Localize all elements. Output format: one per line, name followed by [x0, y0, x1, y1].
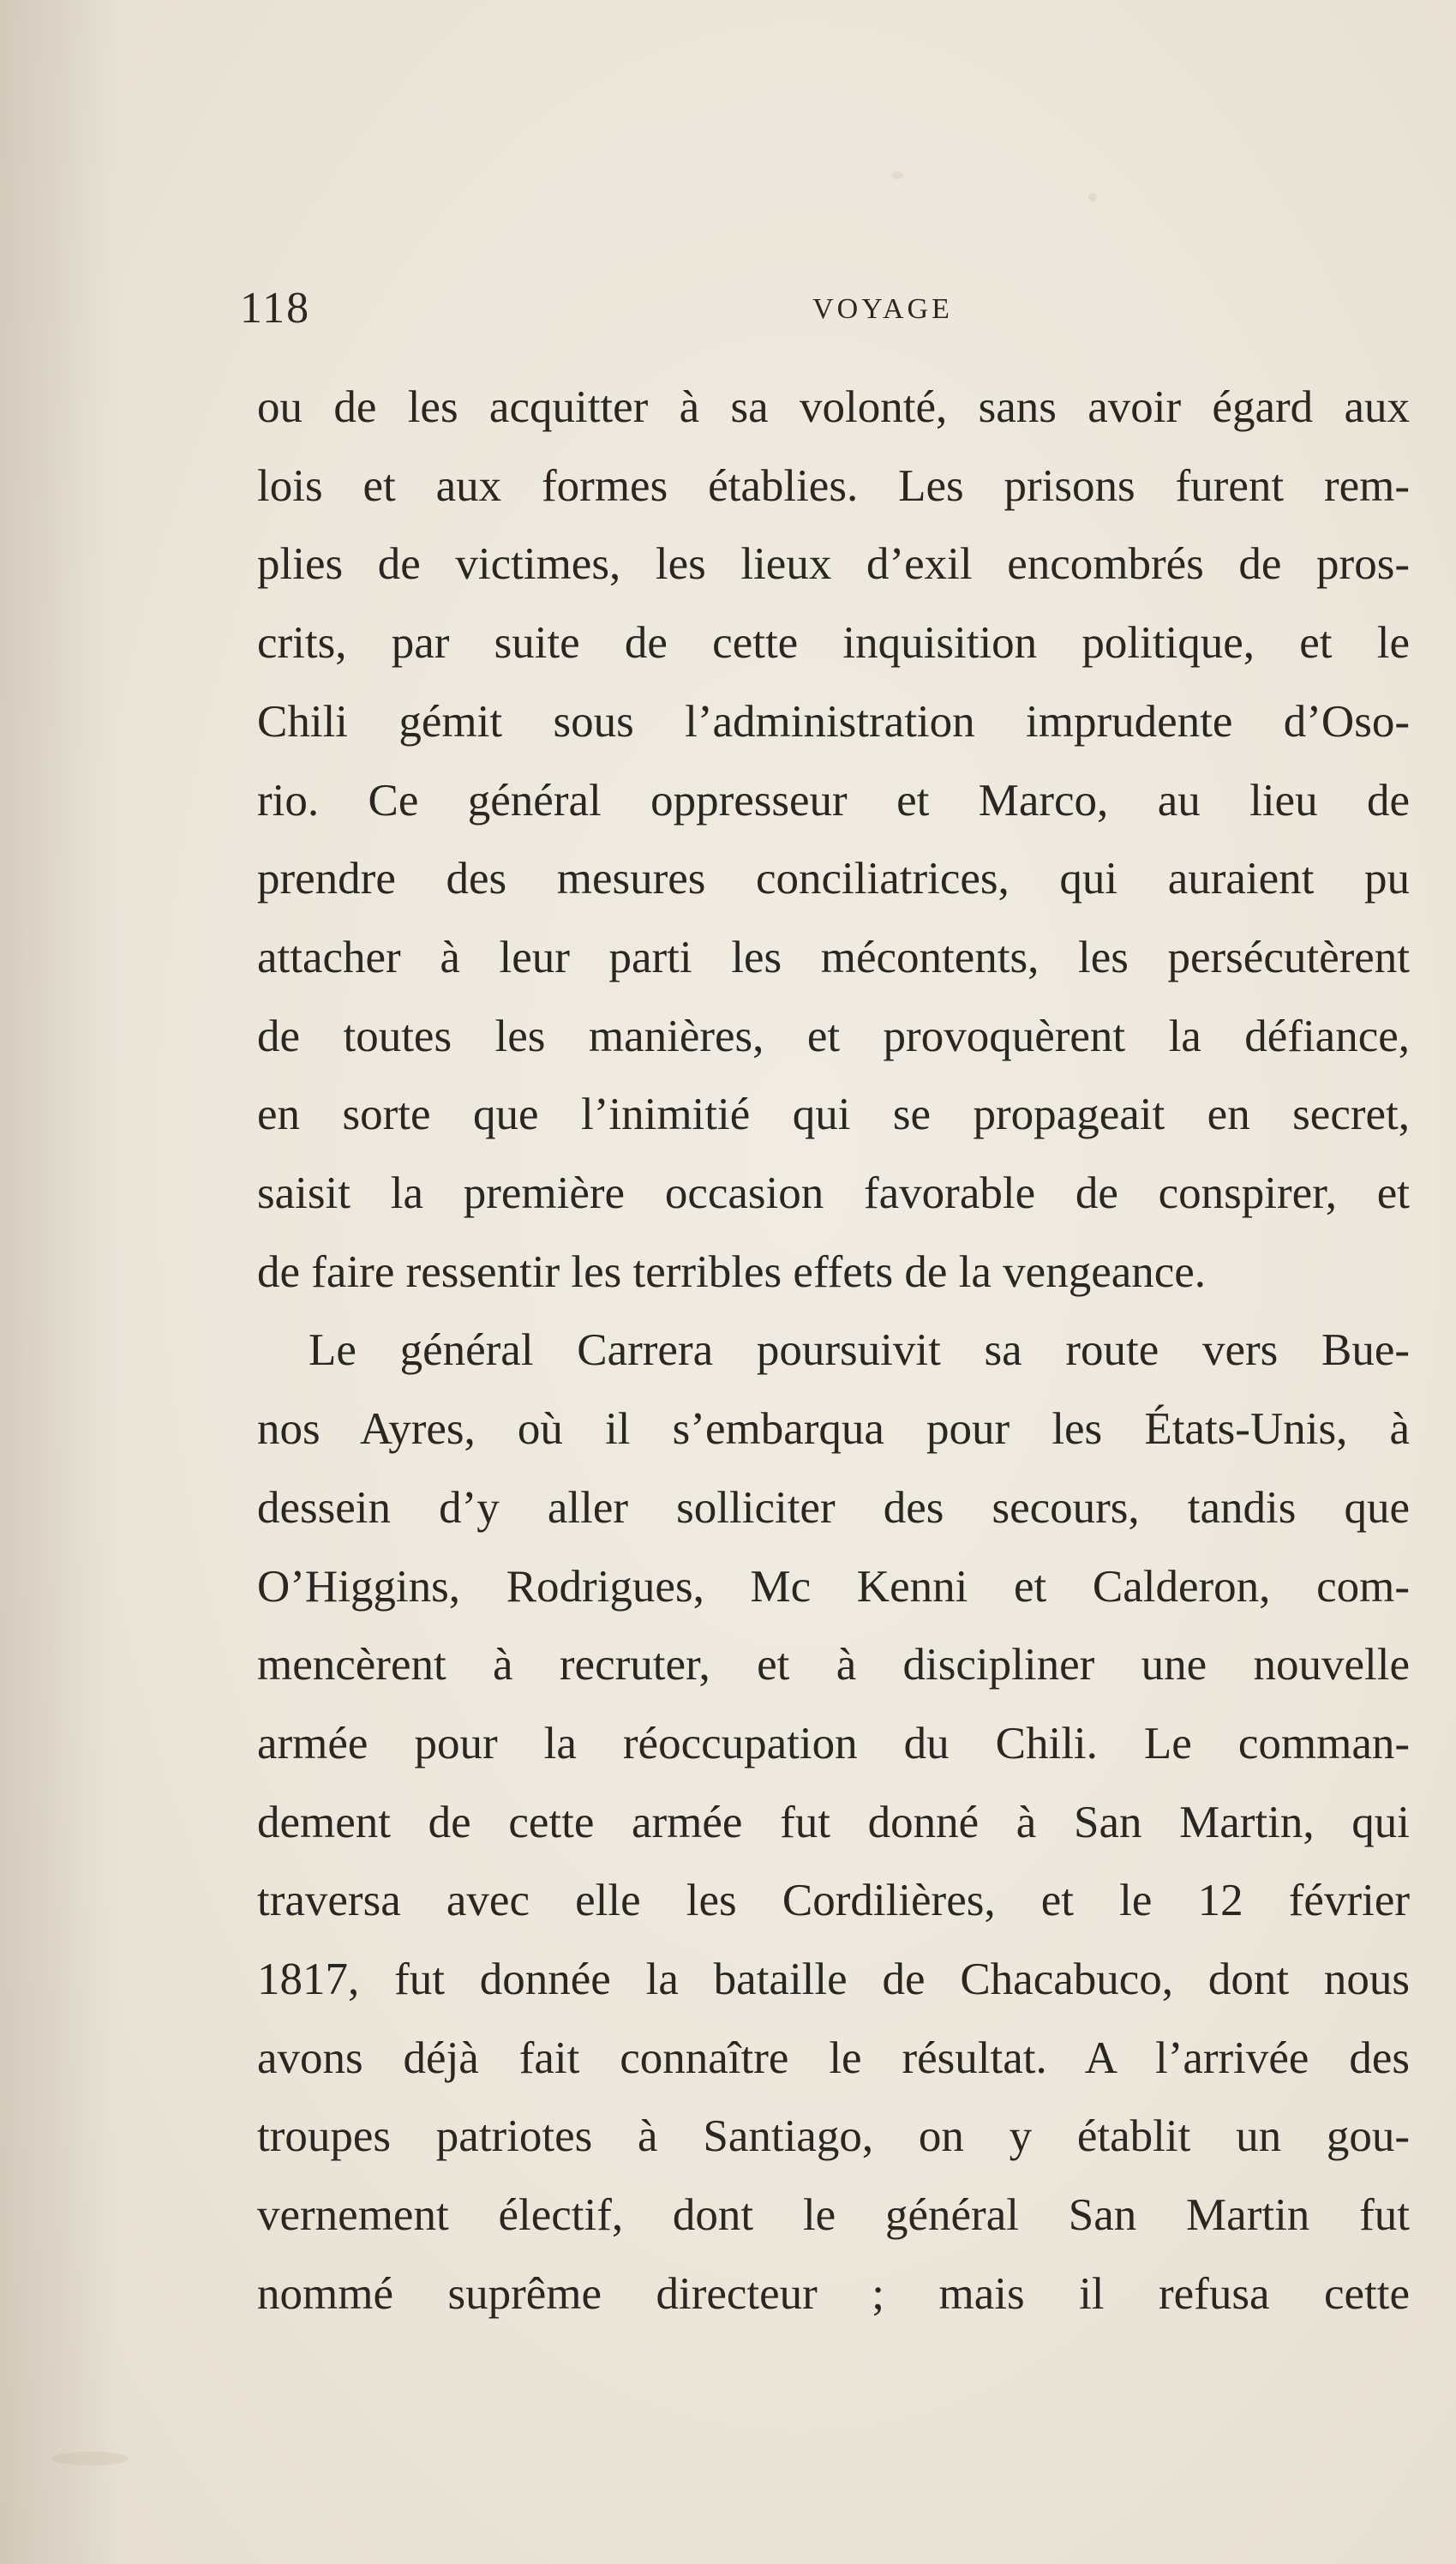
- text-line: attacher à leur parti les mécontents, les persécutèrent: [257, 932, 1410, 982]
- paragraph-end-line: de faire ressentir les terribles effets de la vengeance.: [257, 1246, 1207, 1297]
- binding-shadow: [0, 0, 120, 2564]
- text-line: plies de victimes, les lieux d’exil encombrés de pros-: [257, 539, 1410, 590]
- text-line: en sorte que l’inimitié qui se propageait en secret,: [257, 1090, 1410, 1140]
- running-head: VOYAGE: [812, 293, 953, 325]
- text-line: troupes patriotes à Santiago, on y établit un gou-: [257, 2111, 1410, 2162]
- text-line: rio. Ce général oppresseur et Marco, au lieu de: [257, 775, 1410, 826]
- text-line: lois et aux formes établies. Les prisons furent rem-: [257, 460, 1410, 511]
- text-line: de toutes les manières, et provoquèrent la défiance,: [257, 1011, 1410, 1061]
- text-line: mencèrent à recruter, et à discipliner une nouvelle: [257, 1640, 1410, 1690]
- text-line: vernement électif, dont le général San Martin fut: [257, 2190, 1410, 2241]
- text-line: nommé suprême directeur ; mais il refusa cette: [257, 2268, 1410, 2319]
- text-line: avons déjà fait connaître le résultat. A l’arrivée des: [257, 2033, 1410, 2083]
- paper-stain: [51, 2452, 129, 2465]
- text-line: saisit la première occasion favorable de conspirer, et: [257, 1168, 1410, 1219]
- text-line: dement de cette armée fut donné à San Martin, qui: [257, 1797, 1410, 1847]
- paper-stain: [1088, 193, 1097, 201]
- text-line: dessein d’y aller solliciter des secours, tandis que: [257, 1482, 1410, 1533]
- text-line: prendre des mesures conciliatrices, qui auraient pu: [257, 854, 1410, 904]
- text-line: crits, par suite de cette inquisition politique, et le: [257, 618, 1410, 669]
- body-text: [257, 369, 1410, 2334]
- text-line: O’Higgins, Rodrigues, Mc Kenni et Calderon, com-: [257, 1561, 1410, 1612]
- page-header: [240, 283, 1405, 343]
- paragraph-start-line: Le général Carrera poursuivit sa route vers Bue-: [309, 1325, 1410, 1376]
- text-line: armée pour la réoccupation du Chili. Le comman-: [257, 1718, 1410, 1768]
- paper-stain: [891, 171, 903, 179]
- text-line: 1817, fut donnée la bataille de Chacabuco, dont nous: [257, 1955, 1410, 2005]
- text-line: ou de les acquitter à sa volonté, sans avoir égard aux: [257, 382, 1410, 432]
- page-number: 118: [240, 284, 311, 333]
- text-line: nos Ayres, où il s’embarqua pour les États-Unis, à: [257, 1404, 1410, 1455]
- text-line: traversa avec elle les Cordilières, et le 12 février: [257, 1876, 1410, 1926]
- text-line: Chili gémit sous l’administration imprudente d’Oso-: [257, 696, 1410, 747]
